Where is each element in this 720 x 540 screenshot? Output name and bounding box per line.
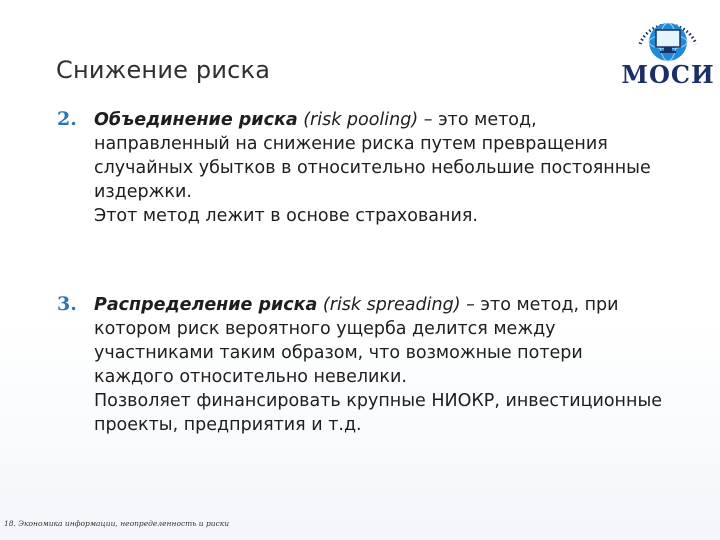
item-term: Распределение риска [94, 295, 318, 315]
item-number: 2. [57, 108, 77, 130]
list-item [57, 293, 667, 437]
item-term: Объединение риска [94, 110, 298, 130]
logo-text: МОСИ [621, 60, 715, 89]
item-gloss: (risk pooling) [297, 110, 424, 130]
globe-monitor-icon [618, 4, 718, 66]
item-definition: – это метод, направленный на снижение риска путем превращения случайных убытков в относительно небольшие постоянные издержки. [94, 110, 651, 202]
slide-title: Снижение риска [56, 56, 271, 84]
item-note: Позволяет финансировать крупные НИОКР, инвестиционные проекты, предприятия и т.д. [94, 391, 663, 435]
mosi-logo [618, 4, 718, 96]
item-definition: – это метод, при котором риск вероятного ущерба делится между участниками таким образом, что возможные потери каждого относительно невелики. [94, 295, 619, 387]
list-item [57, 108, 667, 228]
item-number: 3. [57, 293, 77, 315]
item-note: Этот метод лежит в основе страхования. [94, 206, 478, 226]
footer-caption: 18. Экономика информации, неопределенность и риски [4, 519, 230, 528]
item-gloss: (risk spreading) [317, 295, 467, 315]
